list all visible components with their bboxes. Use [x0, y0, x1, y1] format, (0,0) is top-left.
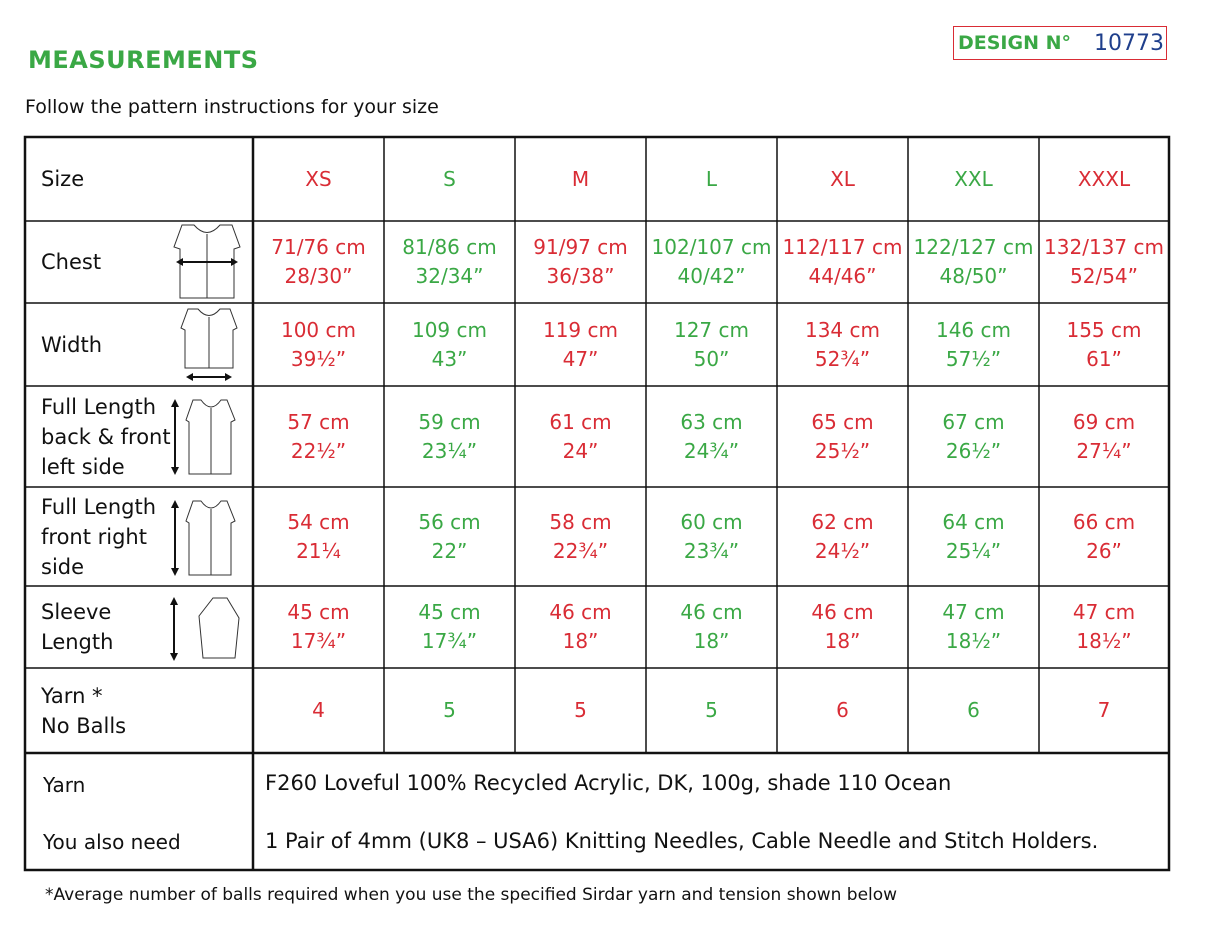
- row-label-line: Size: [41, 167, 85, 191]
- cell-value: 22¾”: [552, 538, 609, 563]
- cell-value: 5: [443, 698, 456, 722]
- cell-value: 5: [574, 698, 587, 722]
- cell-value: XXL: [954, 166, 993, 191]
- table-cell: [384, 586, 515, 668]
- cell-value: 65 cm: [811, 409, 874, 434]
- subtitle: Follow the pattern instructions for your size: [25, 96, 439, 118]
- cell-value: 67 cm: [942, 409, 1005, 434]
- cell-value: XL: [830, 166, 855, 191]
- cell-value: 46 cm: [680, 600, 743, 624]
- cell-value: 100 cm: [280, 317, 356, 342]
- cell-value: 52¾”: [814, 346, 871, 371]
- row-label-line: Length: [41, 630, 114, 654]
- cell-value: 134 cm: [804, 317, 880, 342]
- table-cell: [1039, 668, 1169, 753]
- cell-value: 63 cm: [680, 409, 743, 434]
- table-cell: [908, 221, 1039, 303]
- cell-value: XS: [305, 166, 332, 191]
- cell-value: 45 cm: [287, 600, 350, 624]
- cell-value: 6: [967, 698, 980, 722]
- cell-value: 45 cm: [418, 600, 481, 624]
- cell-value: 71/76 cm: [271, 235, 366, 259]
- cell-value: 22½”: [290, 438, 347, 463]
- table-cell: [908, 303, 1039, 386]
- row-label: [41, 386, 171, 487]
- cell-value: 47”: [562, 346, 599, 371]
- yarn-value: F260 Loveful 100% Recycled Acrylic, DK, 100g, shade 110 Ocean: [265, 771, 952, 795]
- table-cell: [253, 386, 384, 487]
- cell-value: 56 cm: [418, 509, 481, 534]
- cell-value: 5: [705, 698, 718, 722]
- cell-value: 60 cm: [680, 509, 743, 534]
- size-header-cell: [646, 137, 777, 221]
- table-cell: [1039, 221, 1169, 303]
- table-cell: [777, 386, 908, 487]
- cell-value: 18”: [562, 629, 599, 653]
- row-label: [41, 586, 113, 668]
- table-cell: [1039, 386, 1169, 487]
- table-cell: [908, 586, 1039, 668]
- cell-value: 47 cm: [1072, 600, 1136, 624]
- row-label-line: side: [41, 554, 85, 579]
- table-cell: [515, 221, 646, 303]
- table-cell: [515, 303, 646, 386]
- row-label: [41, 221, 101, 303]
- cell-value: M: [571, 166, 590, 191]
- table-cell: [777, 487, 908, 586]
- cell-value: 25½”: [814, 438, 871, 463]
- cell-value: 18½”: [1076, 629, 1132, 653]
- cell-value: 48/50”: [939, 264, 1008, 288]
- cell-value: 43”: [431, 346, 468, 371]
- table-cell: [908, 386, 1039, 487]
- cell-value: 23¾”: [683, 538, 740, 563]
- cell-value: 62 cm: [811, 509, 874, 534]
- table-cell: [646, 386, 777, 487]
- cell-value: 18”: [824, 629, 861, 653]
- cell-value: 50”: [693, 346, 730, 371]
- cell-value: 6: [836, 698, 849, 722]
- cell-value: S: [443, 166, 456, 191]
- cell-value: 64 cm: [942, 509, 1005, 534]
- cell-value: 28/30”: [284, 264, 353, 288]
- table-cell: [384, 487, 515, 586]
- row-label-line: Yarn *: [41, 683, 103, 708]
- table-cell: [908, 487, 1039, 586]
- cell-value: 122/127 cm: [913, 235, 1034, 259]
- cell-value: 46 cm: [811, 600, 874, 624]
- size-header-cell: [515, 137, 646, 221]
- design-number-box: [953, 26, 1167, 60]
- cell-value: 24¾”: [683, 438, 740, 463]
- cell-value: 44/46”: [808, 264, 877, 288]
- cell-value: 17¾”: [421, 629, 478, 653]
- cell-value: 58 cm: [549, 509, 612, 534]
- row-label-line: Width: [41, 332, 103, 357]
- row-label-line: Full Length: [41, 494, 157, 519]
- table-cell: [515, 586, 646, 668]
- cardigan-length-right-icon: [167, 497, 239, 579]
- cell-value: 109 cm: [411, 317, 487, 342]
- table-cell: [1039, 586, 1169, 668]
- cardigan-width-icon: [178, 306, 240, 386]
- design-label: DESIGN N°: [958, 32, 1072, 54]
- row-label-line: Chest: [41, 250, 102, 274]
- table-cell: [384, 386, 515, 487]
- size-header-cell: [1039, 137, 1169, 221]
- cell-value: 102/107 cm: [651, 235, 772, 259]
- cell-value: 81/86 cm: [402, 235, 497, 259]
- cell-value: 52/54”: [1070, 264, 1138, 288]
- table-cell: [908, 668, 1039, 753]
- cell-value: 91/97 cm: [533, 235, 628, 259]
- size-header-cell: [384, 137, 515, 221]
- cell-value: 57 cm: [287, 409, 350, 434]
- table-cell: [646, 668, 777, 753]
- row-label: [41, 668, 126, 753]
- row-label: [41, 137, 84, 221]
- cell-value: 112/117 cm: [782, 235, 903, 259]
- cell-value: 26½”: [945, 438, 1002, 463]
- table-cell: [253, 586, 384, 668]
- cell-value: 17¾”: [290, 629, 347, 653]
- cell-value: 61 cm: [549, 409, 612, 434]
- table-cell: [515, 386, 646, 487]
- cell-value: 36/38”: [546, 264, 615, 288]
- cell-value: 7: [1097, 698, 1111, 722]
- cell-value: 25¼”: [945, 538, 1002, 563]
- cell-value: 26”: [1086, 538, 1122, 563]
- cell-value: 40/42”: [677, 264, 746, 288]
- table-cell: [253, 668, 384, 753]
- size-header-cell: [777, 137, 908, 221]
- cell-value: 47 cm: [942, 600, 1005, 624]
- table-cell: [384, 303, 515, 386]
- table-cell: [646, 487, 777, 586]
- cell-value: 57½”: [945, 346, 1002, 371]
- cell-value: 18½”: [945, 629, 1002, 653]
- design-number: 10773: [1094, 30, 1164, 56]
- cell-value: 66 cm: [1072, 509, 1136, 534]
- table-cell: [384, 668, 515, 753]
- row-label-line: Full Length: [41, 394, 157, 419]
- table-cell: [253, 303, 384, 386]
- table-cell: [253, 487, 384, 586]
- also-need-label: You also need: [43, 830, 181, 854]
- cell-value: 69 cm: [1072, 409, 1136, 434]
- size-header-cell: [253, 137, 384, 221]
- row-label-line: left side: [41, 454, 125, 479]
- table-cell: [253, 221, 384, 303]
- cell-value: 119 cm: [542, 317, 618, 342]
- table-cell: [515, 668, 646, 753]
- row-label-line: front right: [41, 524, 147, 549]
- cell-value: 21¼: [296, 538, 341, 563]
- cell-value: 61”: [1086, 346, 1122, 371]
- cell-value: 32/34”: [415, 264, 484, 288]
- cell-value: 18”: [693, 629, 730, 653]
- row-label-line: Sleeve: [41, 600, 112, 624]
- cardigan-length-left-icon: [167, 396, 239, 478]
- cell-value: 54 cm: [287, 509, 350, 534]
- cell-value: 24½”: [814, 538, 871, 563]
- table-cell: [646, 586, 777, 668]
- cell-value: L: [705, 166, 718, 191]
- cell-value: 146 cm: [935, 317, 1011, 342]
- table-cell: [515, 487, 646, 586]
- table-cell: [777, 303, 908, 386]
- cell-value: 59 cm: [418, 409, 481, 434]
- cell-value: 22”: [431, 538, 468, 563]
- table-cell: [646, 303, 777, 386]
- footnote: *Average number of balls required when you use the specified Sirdar yarn and tension shown below: [45, 885, 898, 905]
- cell-value: 127 cm: [673, 317, 749, 342]
- row-label: [41, 487, 156, 586]
- table-cell: [646, 221, 777, 303]
- row-label: [41, 303, 102, 386]
- cell-value: 39½”: [290, 346, 347, 371]
- cell-value: 24”: [562, 438, 599, 463]
- cell-value: 23¼”: [421, 438, 478, 463]
- table-cell: [384, 221, 515, 303]
- cell-value: 46 cm: [549, 600, 612, 624]
- cell-value: 4: [312, 698, 325, 722]
- cell-value: 27¼”: [1076, 438, 1132, 463]
- page-title: MEASUREMENTS: [28, 46, 259, 74]
- table-cell: [1039, 487, 1169, 586]
- cell-value: 155 cm: [1066, 317, 1142, 342]
- cardigan-chest-icon: [172, 222, 242, 302]
- table-cell: [777, 586, 908, 668]
- table-cell: [777, 668, 908, 753]
- table-cell: [777, 221, 908, 303]
- table-cell: [1039, 303, 1169, 386]
- cell-value: XXXL: [1077, 166, 1131, 191]
- cell-value: 132/137 cm: [1044, 235, 1164, 259]
- sleeve-length-icon: [165, 594, 243, 664]
- row-label-line: back & front: [41, 424, 171, 449]
- size-header-cell: [908, 137, 1039, 221]
- row-label-line: No Balls: [41, 713, 127, 738]
- also-need-value: 1 Pair of 4mm (UK8 – USA6) Knitting Needles, Cable Needle and Stitch Holders.: [265, 829, 1099, 853]
- yarn-label: Yarn: [43, 773, 86, 797]
